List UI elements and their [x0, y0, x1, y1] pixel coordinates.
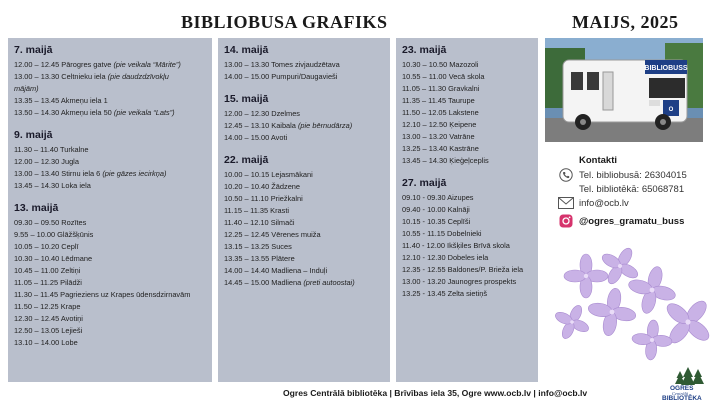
stop-time-place: 10.30 – 10.50 Mazozoli — [402, 60, 479, 69]
schedule-stop-row — [402, 59, 532, 71]
stop-time-place: 9.55 – 10.00 Glāžšķūnis — [14, 230, 94, 239]
stop-time-place: 12.25 – 12.45 Vērenes muiža — [224, 230, 321, 239]
stop-time-place: 12.35 - 12.55 Baldones/P. Brieža iela — [402, 265, 524, 274]
month-title: MAIJS, 2025 — [572, 12, 679, 32]
schedule-day-title: 27. maijā — [402, 177, 447, 189]
schedule-stop-row — [224, 193, 384, 205]
stop-time-place: 11.50 – 12.25 Krape — [14, 302, 81, 311]
schedule-day-title: 14. maijā — [224, 44, 269, 56]
schedule-day-title: 15. maijā — [224, 93, 269, 105]
logo-line2: Centrālā — [672, 391, 689, 396]
schedule-day-title: 9. maijā — [14, 129, 53, 141]
schedule-stop-row — [14, 265, 206, 277]
stop-time-place: 11.05 – 11.30 Gravkalni — [402, 84, 480, 93]
stop-time-place: 11.40 - 12.00 Ikšķiles Brīvā skola — [402, 241, 510, 250]
stop-time-place: 13.25 - 13.45 Zelta sietiņš — [402, 289, 488, 298]
lilac-flowers-image — [548, 246, 718, 364]
schedule-stop-row — [14, 277, 206, 289]
contact-bus-phone — [557, 168, 717, 182]
contacts-title: Kontakti — [579, 155, 617, 166]
schedule-column-3 — [396, 38, 538, 382]
stop-time-place: 09.40 - 10.00 Kalnāji — [402, 205, 470, 214]
schedule-stop-row — [402, 83, 532, 95]
stop-time-place: 09.10 - 09.30 Aizupes — [402, 193, 474, 202]
schedule-day-section — [14, 129, 206, 192]
schedule-day-title: 22. maijā — [224, 154, 269, 166]
schedule-day-section — [14, 44, 206, 119]
stop-time-place: 11.05 – 11.25 Pilādži — [14, 278, 82, 287]
library-logo — [658, 365, 712, 401]
schedule-day-title: 7. maijā — [14, 44, 53, 56]
schedule-stop-row — [14, 156, 206, 168]
schedule-stop-row — [14, 180, 206, 192]
schedule-stop-row — [402, 131, 532, 143]
stop-time-place: 13.00 – 13.30 Tomes zivjaudzētava — [224, 60, 340, 69]
schedule-stop-row — [224, 241, 384, 253]
stop-time-place: 10.50 – 11.10 Priežkalni — [224, 194, 303, 203]
schedule-stop-row — [402, 276, 532, 288]
svg-text:BIBLIOBUSS: BIBLIOBUSS — [644, 65, 688, 72]
schedule-stop-row — [402, 155, 532, 167]
schedule-stop-row — [402, 107, 532, 119]
schedule-stop-row — [14, 217, 206, 229]
schedule-stop-row — [402, 216, 532, 228]
stop-time-place: 10.15 - 10.35 Ceplīši — [402, 217, 471, 226]
schedule-stop-row — [402, 240, 532, 252]
schedule-stop-row — [224, 217, 384, 229]
schedule-stop-row — [224, 71, 384, 83]
bus-illustration — [545, 38, 703, 142]
contact-email[interactable] — [557, 196, 717, 210]
stop-time-place: 14.00 – 14.40 Madliena – Induļi — [224, 266, 328, 275]
stop-time-place: 12.00 – 12.45 Pārogres gatve — [14, 60, 114, 69]
stop-time-place: 13.25 – 13.40 Kastrāne — [402, 144, 479, 153]
schedule-stop-row — [402, 95, 532, 107]
svg-text:O: O — [668, 107, 674, 113]
schedule-stop-row — [14, 301, 206, 313]
stop-time-place: 12.50 – 13.05 Lejieši — [14, 326, 83, 335]
phone-icon — [557, 168, 575, 182]
stop-note: mājām) — [14, 84, 39, 93]
stop-note: (pie bērnudārza) — [297, 121, 353, 130]
stop-time-place: 12.10 - 12.30 Dobeles iela — [402, 253, 489, 262]
stop-time-place: 13.00 – 13.40 Stirnu iela 6 — [14, 169, 103, 178]
schedule-stop-row — [224, 265, 384, 277]
schedule-day-title: 13. maijā — [14, 202, 59, 214]
stop-note: (pie veikala “Mārite”) — [113, 60, 181, 69]
stop-time-place: 10.00 – 10.15 Lejasmākani — [224, 170, 313, 179]
stop-time-place: 13.00 – 13.30 Celtnieku iela — [14, 72, 108, 81]
schedule-stop-row — [14, 83, 206, 95]
contact-library-phone — [557, 182, 717, 196]
stop-time-place: 12.30 – 12.45 Avotiņi — [14, 314, 83, 323]
stop-time-place: 14.00 – 15.00 Pumpuri/Daugavieši — [224, 72, 338, 81]
schedule-stop-row — [402, 119, 532, 131]
schedule-day-section — [224, 93, 384, 144]
schedule-stop-row — [224, 59, 384, 71]
schedule-stop-row — [224, 120, 384, 132]
stop-time-place: 12.00 – 12.30 Dzelmes — [224, 109, 301, 118]
schedule-stop-row — [224, 181, 384, 193]
logo-line1: OGRES — [670, 385, 694, 392]
stop-time-place: 11.30 – 11.45 Pagrieziens uz Krapes ūdensdzirnavām — [14, 290, 191, 299]
schedule-stop-row — [14, 71, 206, 83]
stop-time-place: 13.15 – 13.25 Suces — [224, 242, 292, 251]
schedule-stop-row — [14, 229, 206, 241]
schedule-day-title: 23. maijā — [402, 44, 447, 56]
schedule-stop-row — [224, 132, 384, 144]
stop-time-place: 12.00 – 12.30 Jugla — [14, 157, 79, 166]
stop-time-place: 11.30 – 11.40 Turkalne — [14, 145, 89, 154]
stop-note: (pie gāzes iecirkņa) — [102, 169, 167, 178]
schedule-stop-row — [14, 241, 206, 253]
footer-text: Ogres Centrālā bibliotēka | Brīvības iela 35, Ogre www.ocb.lv | info@ocb.lv — [283, 388, 588, 398]
schedule-stop-row — [224, 277, 384, 289]
schedule-stop-row — [14, 168, 206, 180]
bus-phone-text: Tel. bibliobusā: 26304015 — [579, 169, 687, 181]
stop-time-place: 11.40 – 12.10 Silmači — [224, 218, 295, 227]
schedule-stop-row — [14, 59, 206, 71]
library-phone-text: Tel. bibliotēkā: 65068781 — [579, 183, 685, 195]
stop-time-place: 13.00 - 13.20 Jaunogres prospekts — [402, 277, 517, 286]
instagram-icon — [557, 214, 575, 228]
stop-note: (pie veikala “Lats”) — [113, 108, 175, 117]
stop-time-place: 13.35 – 13.45 Akmeņu iela 1 — [14, 96, 108, 105]
schedule-day-section — [224, 44, 384, 83]
schedule-stop-row — [14, 325, 206, 337]
schedule-day-section — [402, 44, 532, 167]
schedule-stop-row — [402, 264, 532, 276]
stop-time-place: 10.45 – 11.00 Zeltiņi — [14, 266, 81, 275]
stop-time-place: 13.00 – 13.20 Vatrāne — [402, 132, 475, 141]
email-text[interactable]: info@ocb.lv — [579, 197, 629, 209]
schedule-stop-row — [224, 169, 384, 181]
stop-time-place: 13.45 – 14.30 Loka iela — [14, 181, 91, 190]
stop-time-place: 11.35 – 11.45 Taurupe — [402, 96, 475, 105]
schedule-stop-row — [14, 289, 206, 301]
stop-time-place: 11.15 – 11.35 Krasti — [224, 206, 290, 215]
bus-photo — [545, 38, 703, 142]
stop-time-place: 12.10 – 12.50 Ķeipene — [402, 120, 477, 129]
schedule-stop-row — [402, 204, 532, 216]
page-title: BIBLIOBUSA GRAFIKS — [181, 12, 388, 32]
schedule-day-section — [224, 154, 384, 289]
schedule-stop-row — [14, 313, 206, 325]
schedule-stop-row — [402, 252, 532, 264]
contact-instagram[interactable] — [557, 214, 717, 228]
logo-line3: BIBLIOTĒKA — [662, 395, 702, 401]
schedule-stop-row — [402, 288, 532, 300]
stop-time-place: 14.00 – 15.00 Avoti — [224, 133, 288, 142]
stop-time-place: 10.05 – 10.20 Ceplī — [14, 242, 79, 251]
stop-time-place: 11.50 – 12.05 Lakstene — [402, 108, 479, 117]
schedule-stop-row — [14, 107, 206, 119]
stop-time-place: 10.30 – 10.40 Lēdmane — [14, 254, 93, 263]
schedule-stop-row — [224, 229, 384, 241]
schedule-day-section — [402, 177, 532, 300]
stop-time-place: 13.45 – 14.30 Ķieģeļceplis — [402, 156, 489, 165]
schedule-stop-row — [224, 205, 384, 217]
stop-time-place: 10.55 - 11.15 Dobelnieki — [402, 229, 482, 238]
schedule-column-2 — [218, 38, 390, 382]
stop-time-place: 12.45 – 13.10 Kaibala — [224, 121, 298, 130]
schedule-stop-row — [14, 144, 206, 156]
schedule-stop-row — [224, 108, 384, 120]
schedule-stop-row — [402, 228, 532, 240]
schedule-day-section — [14, 202, 206, 349]
stop-note: (pie daudzdzīvokļu — [107, 72, 169, 81]
mail-icon — [557, 196, 575, 210]
stop-time-place: 10.55 – 11.00 Vecā skola — [402, 72, 485, 81]
stop-time-place: 13.50 – 14.30 Akmeņu iela 50 — [14, 108, 114, 117]
schedule-column-1 — [8, 38, 212, 382]
stop-time-place: 14.45 – 15.00 Madliena — [224, 278, 304, 287]
schedule-stop-row — [402, 143, 532, 155]
stop-time-place: 13.35 – 13.55 Plātere — [224, 254, 295, 263]
schedule-stop-row — [14, 253, 206, 265]
stop-time-place: 10.20 – 10.40 Žādzene — [224, 182, 301, 191]
stop-time-place: 13.10 – 14.00 Lobe — [14, 338, 78, 347]
schedule-stop-row — [14, 337, 206, 349]
schedule-stop-row — [402, 192, 532, 204]
stop-time-place: 09.30 – 09.50 Rozītes — [14, 218, 87, 227]
schedule-stop-row — [14, 95, 206, 107]
contacts-block — [557, 155, 717, 228]
schedule-stop-row — [224, 253, 384, 265]
stop-note: (preti autoostai) — [303, 278, 355, 287]
instagram-handle[interactable]: @ogres_gramatu_buss — [579, 215, 685, 227]
phone-icon-spacer — [557, 182, 575, 196]
schedule-stop-row — [402, 71, 532, 83]
